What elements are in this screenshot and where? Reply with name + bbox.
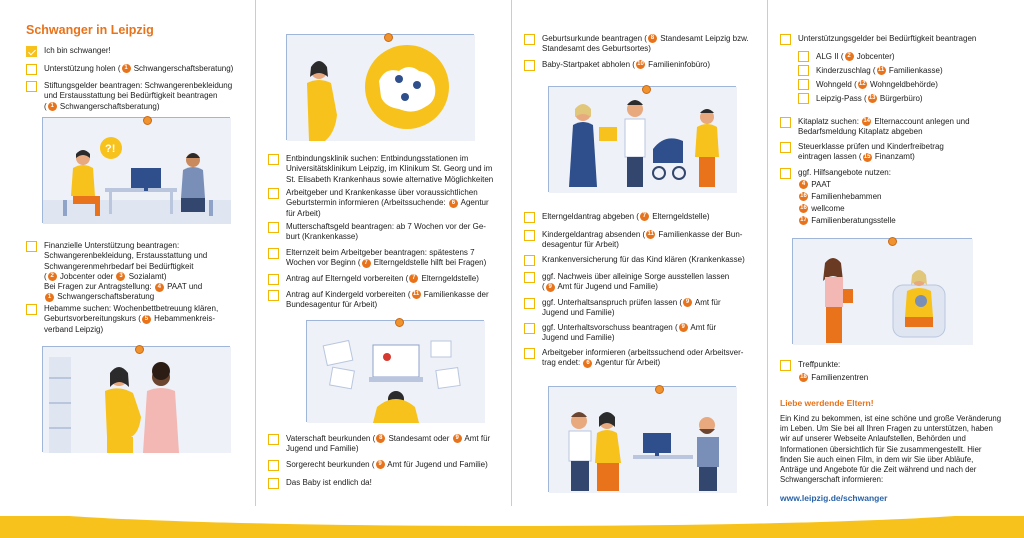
checkbox[interactable]	[780, 117, 791, 128]
number-badge: 9	[376, 460, 385, 469]
checklist-item[interactable]: Unterstützung holen ( 1 Schwangerschaftsberatung)	[26, 64, 246, 75]
checkbox[interactable]	[268, 434, 279, 445]
checklist-item[interactable]: Antrag auf Kindergeld vorbereiten ( 11 Familienkasse der Bundesagentur für Arbeit)	[268, 290, 508, 311]
sub-checklist-item[interactable]: Wohngeld ( 12 Wohngeldbehörde)	[798, 79, 938, 90]
checkbox[interactable]	[268, 274, 279, 285]
checklist-item[interactable]: Antrag auf Elterngeld vorbereiten ( 7 Elterngeldstelle)	[268, 274, 508, 285]
checkbox-checked[interactable]	[26, 46, 37, 57]
checklist-item[interactable]: Arbeitgeber und Krankenkasse über voraussichtlichen Geburtstermin informieren (Arbeitssuchende: 6 Agentur für Arbeit)	[268, 188, 508, 219]
pin-icon	[143, 116, 152, 125]
number-badge: 1	[45, 293, 54, 302]
number-badge: 11	[412, 291, 420, 298]
checkbox[interactable]	[798, 51, 809, 62]
checklist-item[interactable]: Geburtsurkunde beantragen ( 8 Standesamt Leipzig bzw. Standesamt des Geburtsortes)	[524, 34, 764, 55]
intro-paragraph: Ein Kind zu bekommen, ist eine schöne und große Veränderung im Leben. Um Sie bei all Ihren Fragen zu unterstützen, haben wir auf unserer Webseite Anlaufstellen, Behörden und Informationen übersichtlich für Sie zusammengestellt. Hier finden Sie auch einen Film, in dem wir Sie über Abläufe, Anträge und Angebote für die Zeit während und nach der Schwangerschaft informieren:	[780, 414, 1002, 485]
checkbox[interactable]	[524, 272, 535, 283]
number-badge: 9	[683, 298, 692, 307]
checklist-item[interactable]: Elterngeldantrag abgeben ( 7 Elterngeldstelle)	[524, 212, 764, 223]
checklist-item[interactable]: ggf. Hilfsangebote nutzen:	[780, 168, 1020, 179]
checklist-item[interactable]: Treffpunkte:	[780, 360, 1020, 371]
checkbox[interactable]	[524, 212, 535, 223]
checkbox[interactable]	[268, 188, 279, 199]
number-badge: 4	[799, 180, 808, 189]
number-badge: 6	[583, 359, 592, 368]
number-badge: 9	[453, 434, 462, 443]
checklist-item[interactable]: Elternzeit beim Arbeitgeber beantragen: spätestens 7 Wochen vor Beginn ( 7 Elterngeldstelle hilft bei Fragen)	[268, 248, 508, 269]
checkbox[interactable]	[268, 222, 279, 233]
number-badge: 13	[868, 95, 876, 102]
svg-text:?!: ?!	[105, 143, 116, 155]
checklist-item[interactable]: Baby-Startpaket abholen ( 10 Familieninfobüro)	[524, 60, 764, 71]
pin-icon	[384, 33, 393, 42]
offer-item: 16 Familienhebammen	[800, 192, 882, 201]
checkbox[interactable]	[524, 34, 535, 45]
number-badge: 8	[376, 434, 385, 443]
number-badge: 7	[362, 259, 371, 268]
checkbox[interactable]	[26, 304, 37, 315]
number-badge: 4	[155, 283, 164, 292]
number-badge: 3	[116, 272, 125, 281]
checkbox[interactable]	[798, 65, 809, 76]
checklist-item[interactable]: ggf. Nachweis über alleinige Sorge ausstellen lassen ( 9 Amt für Jugend und Familie)	[524, 272, 764, 293]
number-badge: 12	[858, 81, 866, 88]
checkbox[interactable]	[268, 154, 279, 165]
number-badge: 18	[800, 374, 807, 380]
illustration-map	[286, 34, 474, 140]
illustration-consultation	[42, 117, 230, 223]
number-badge: 7	[409, 274, 418, 283]
checklist-item[interactable]: Entbindungsklinik suchen: Entbindungsstationen im Universitätsklinikum Leipzig, im Klinikum St. Georg und im St. Elisabeth Krankenhaus sowie alternative Möglichkeiten	[268, 154, 508, 185]
illustration-laptop	[306, 320, 484, 422]
number-badge: 2	[845, 52, 854, 61]
illustration-family-center	[792, 238, 972, 344]
number-badge: 7	[640, 212, 649, 221]
checkbox[interactable]	[798, 93, 809, 104]
number-badge: 8	[648, 34, 657, 43]
meeting-item: 18 Familienzentren	[800, 373, 869, 382]
pin-icon	[135, 345, 144, 354]
checklist-item[interactable]: Finanzielle Unterstützung beantragen: Schwangerenbekleidung, Erstausstattung und Schwangerenmehrbedarf bei Bedürftigkeit ( 2 Jobcenter oder 3 Sozialamt) Bei Fragen zur Antragstellung: 4 PAAT und 1 Schwangerschaftsberatung	[26, 241, 251, 303]
number-badge: 10	[637, 61, 644, 68]
checklist-item[interactable]: Krankenversicherung für das Kind klären (Krankenkasse)	[524, 255, 764, 266]
checklist-item[interactable]: ggf. Unterhaltsvorschuss beantragen ( 9 Amt für Jugend und Familie)	[524, 323, 764, 344]
number-badge: 6	[449, 199, 458, 208]
checkbox[interactable]	[26, 81, 37, 92]
checkbox[interactable]	[524, 255, 535, 266]
checkbox[interactable]	[524, 230, 535, 241]
offer-item: 16 wellcome	[800, 204, 845, 213]
number-badge: 16	[800, 193, 807, 199]
offer-item: 17 Familienberatungsstelle	[800, 216, 896, 225]
pin-icon	[655, 385, 664, 394]
checkbox[interactable]	[26, 241, 37, 252]
checkbox[interactable]	[524, 323, 535, 334]
checklist-item[interactable]: Sorgerecht beurkunden ( 9 Amt für Jugend und Familie)	[268, 460, 508, 471]
number-badge: 11	[647, 231, 654, 238]
pin-icon	[888, 237, 897, 246]
offer-item: 4 PAAT	[798, 180, 831, 189]
checklist-item[interactable]: Stiftungsgelder beantragen: Schwangerenbekleidung und Erstausstattung bei Bedürftigkeit beantragen ( 1 Schwangerschaftsberatung)	[26, 81, 251, 112]
checkbox[interactable]	[780, 168, 791, 179]
page-title: Schwanger in Leipzig	[26, 23, 154, 37]
number-badge: 1	[122, 64, 131, 73]
checklist-item[interactable]: Ich bin schwanger!	[26, 46, 246, 57]
pin-icon	[642, 85, 651, 94]
number-badge: 15	[863, 153, 871, 160]
website-link[interactable]: www.leipzig.de/schwanger	[780, 493, 888, 503]
checkbox[interactable]	[268, 460, 279, 471]
checkbox[interactable]	[524, 298, 535, 309]
sub-checklist-item[interactable]: Kinderzuschlag ( 11 Familienkasse)	[798, 65, 943, 76]
number-badge: 16	[800, 205, 807, 211]
checkbox[interactable]	[780, 34, 791, 45]
number-badge: 2	[48, 272, 57, 281]
number-badge: 5	[142, 315, 151, 324]
number-badge: 9	[679, 323, 688, 332]
checklist-item[interactable]: Das Baby ist endlich da!	[268, 478, 508, 489]
checkbox[interactable]	[524, 60, 535, 71]
checkbox[interactable]	[268, 290, 279, 301]
checkbox[interactable]	[26, 64, 37, 75]
sub-checklist-item[interactable]: ALG II ( 2 Jobcenter)	[798, 51, 895, 62]
checkbox[interactable]	[524, 348, 535, 359]
checklist-item[interactable]: Vaterschaft beurkunden ( 8 Standesamt oder 9 Amt für Jugend und Familie)	[268, 434, 508, 455]
number-badge: 11	[877, 67, 885, 74]
checkbox[interactable]	[268, 248, 279, 259]
pin-icon	[395, 318, 404, 327]
checklist-item[interactable]: Steuerklasse prüfen und Kinderfreibetrag eintragen lassen ( 15 Finanzamt)	[780, 142, 1020, 163]
checklist-item[interactable]: Kitaplatz suchen: 14 Elternaccount anlegen und Bedarfsmeldung Kitaplatz abgeben	[780, 117, 1020, 138]
illustration-office-meeting	[548, 386, 736, 492]
number-badge: 1	[48, 102, 57, 111]
checkbox[interactable]	[780, 360, 791, 371]
number-badge: 14	[863, 118, 870, 125]
checklist-item[interactable]: Unterstützungsgelder bei Bedürftigkeit beantragen	[780, 34, 1020, 45]
checklist-item[interactable]: Mutterschaftsgeld beantragen: ab 7 Wochen vor der Ge- burt (Krankenkasse)	[268, 222, 508, 243]
checkbox[interactable]	[798, 79, 809, 90]
checklist-item[interactable]: Arbeitgeber informieren (arbeitssuchend oder Arbeitsver- trag endet: 6 Agentur für Arbeit)	[524, 348, 764, 369]
checkbox[interactable]	[268, 478, 279, 489]
illustration-midwife	[42, 346, 230, 452]
checklist-item[interactable]: Kindergeldantrag absenden ( 11 Familienkasse der Bun- desagentur für Arbeit)	[524, 230, 764, 251]
illustration-baby-package	[548, 86, 736, 192]
checklist-item[interactable]: ggf. Unterhaltsanspruch prüfen lassen ( 9 Amt für Jugend und Familie)	[524, 298, 764, 319]
bottom-wave-band	[0, 516, 1024, 538]
number-badge: 17	[800, 217, 807, 223]
intro-heading: Liebe werdende Eltern!	[780, 398, 874, 408]
checklist-item[interactable]: Hebamme suchen: Wochenbettbetreuung klären, Geburtsvorbereitungskurs ( 5 Hebammenkreis- verband Leipzig)	[26, 304, 251, 335]
checkbox[interactable]	[780, 142, 791, 153]
sub-checklist-item[interactable]: Leipzig-Pass ( 13 Bürgerbüro)	[798, 93, 923, 104]
number-badge: 9	[546, 283, 555, 292]
